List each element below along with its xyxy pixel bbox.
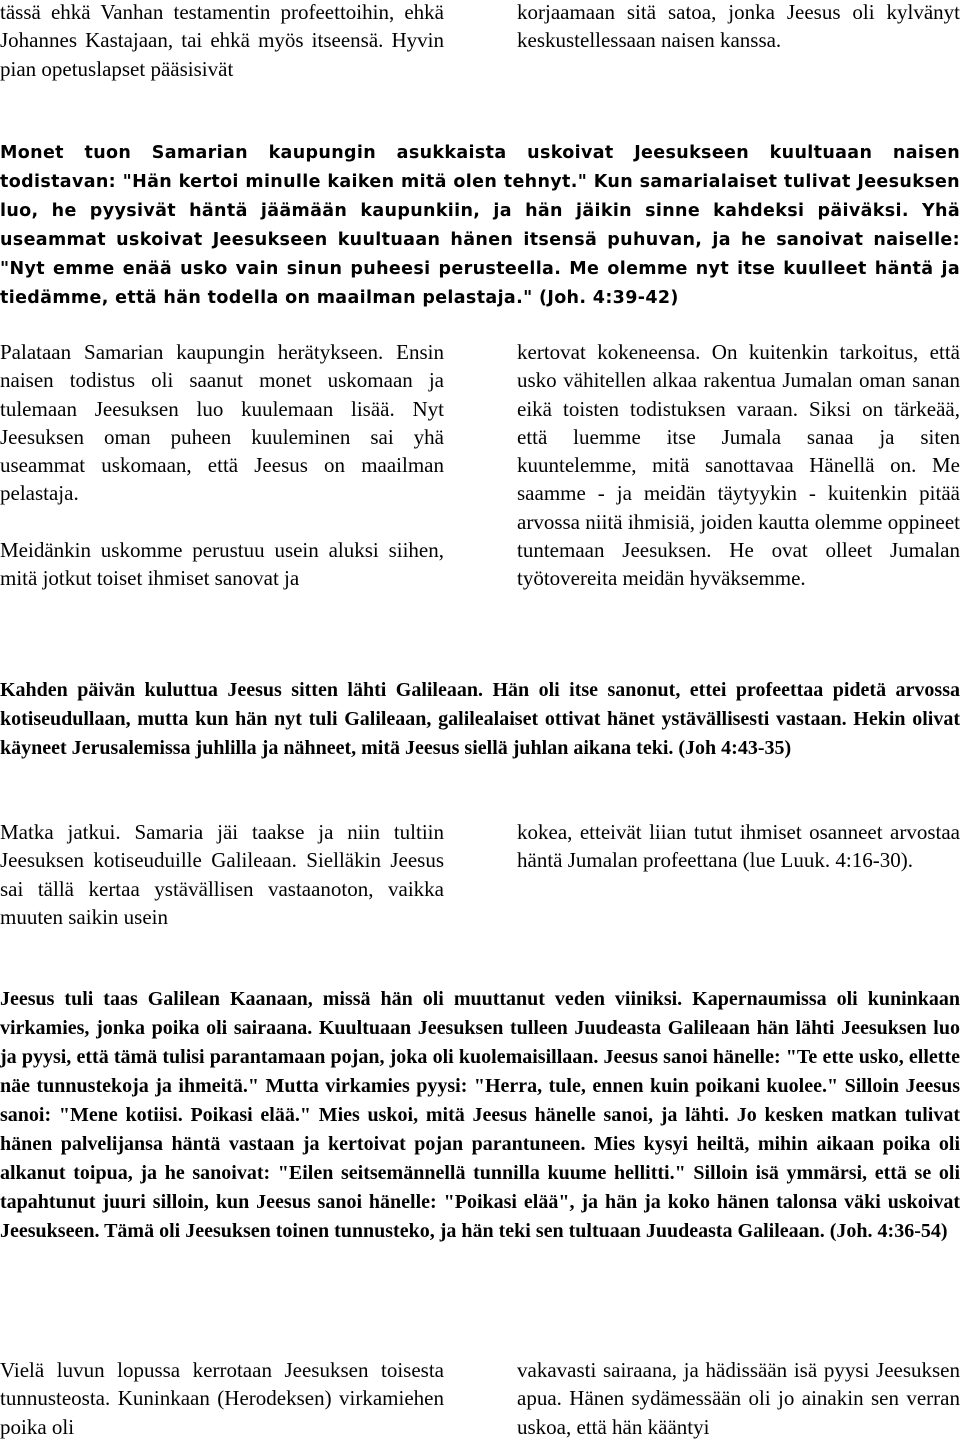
scripture-quote: Jeesus tuli taas Galilean Kaanaan, missä hän oli muuttanut veden viiniksi. Kapernaumissa oli kuninkaan virkamies, jonka poika oli sairaana. Kuultuaan Jeesuksen tulleen Juudeasta Galileaan hän lähti Jeesuksen luo ja pyysi, että tämä tulisi parantamaan pojan, joka oli kuolemaisillaan. Jeesus sanoi hänelle: "Te ette usko, ellette näe tunnustekoja ja ihmeitä." Mutta virkamies pyysi: "Herra, tule, ennen kuin poikani kuolee." Silloin Jeesus sanoi: "Mene kotiisi. Poikasi elää." Mies uskoi, mitä Jeesus hänelle sanoi, ja lähti. Jo kesken matkan tulivat hänen palvelijansa häntä vastaan ja kertoivat pojan parantuneen. Mies kysyi heiltä, mihin aikaan poika oli alkanut toipua, ja he sanoivat: "Eilen seitsemännellä tunnilla kuume hellitti." Silloin isä ymmärsi, että se oli tapahtunut juuri silloin, kun Jeesus sanoi hänelle: "Poikasi elää", ja hän ja koko hänen talonsa väki uskoivat Jeesukseen. Tämä oli Jeesuksen toinen tunnusteko, ja hän teki sen tultuaan Juudeasta Galileaan. (Joh. 4:36-54) (0, 988, 960, 1242)
body-paragraph: Matka jatkui. Samaria jäi taakse ja niin tultiin Jeesuksen kotiseuduille Galileaan. Sielläkin Jeesus sai tällä kertaa ystävällisen vastaanoton, vaikka muuten saikin usein (0, 820, 444, 929)
body-paragraph: Vielä luvun lopussa kerrotaan Jeesuksen toisesta tunnusteosta. Kuninkaan (Herodeksen) virkamiehen poika oli (0, 1358, 444, 1439)
right-column (517, 0, 960, 55)
body-paragraph: Palataan Samarian kaupungin herätykseen. Ensin naisen todistus oli saanut monet uskomaan ja tulemaan Jeesuksen luo kuulemaan lisää. Nyt Jeesuksen oman puheen kuuleminen sai yhä useammat uskomaan, että Jeesus on maailman pelastaja. (0, 340, 444, 506)
left-column (0, 818, 444, 931)
body-paragraph: vakavasti sairaana, ja hädissään isä pyysi Jeesuksen apua. Hänen sydämessään oli jo ainakin sen verran uskoa, että hän kääntyi (517, 1358, 960, 1439)
scripture-quote: Kahden päivän kuluttua Jeesus sitten lähti Galileaan. Hän oli itse sanonut, ettei profeettaa pidetä arvossa kotiseudullaan, mutta kun hän nyt tuli Galileaan, galilealaiset ottivat hänet ystävällisesti vastaan. Hekin olivat käyneet Jerusalemissa juhlilla ja nähneet, mitä Jeesus siellä juhlan aikana teki. (Joh 4:43-35) (0, 679, 960, 759)
body-paragraph: tässä ehkä Vanhan testamentin profeettoihin, ehkä Johannes Kastajaan, tai ehkä myös itseensä. Hyvin pian opetuslapset pääsisivät (0, 0, 444, 81)
body-paragraph: korjaamaan sitä satoa, jonka Jeesus oli kylvänyt keskustellessaan naisen kanssa. (517, 0, 960, 53)
right-column (517, 818, 960, 875)
scripture-quote: Monet tuon Samarian kaupungin asukkaista uskoivat Jeesukseen kuultuaan naisen todistavan: "Hän kertoi minulle kaiken mitä olen tehnyt." Kun samarialaiset tulivat Jeesuksen luo, he pyysivät häntä jäämään kaupunkiin, ja hän jäikin sinne kahdeksi päiväksi. Yhä useammat uskoivat Jeesukseen kuultuaan hänen itsensä puhuvan, ja he sanoivat naiselle: "Nyt emme enää usko vain sinun puheesi perusteella. Me olemme nyt itse kuulleet häntä ja tiedämme, että hän todella on maailman pelastaja." (Joh. 4:39-42) (0, 143, 960, 308)
right-column (517, 338, 960, 593)
right-column (517, 1356, 960, 1441)
left-column (0, 0, 444, 83)
body-paragraph: kokea, etteivät liian tutut ihmiset osanneet arvostaa häntä Jumalan profeettana (lue Luuk. 4:16-30). (517, 820, 960, 873)
body-paragraph: Meidänkin uskomme perustuu usein aluksi siihen, mitä jotkut toiset ihmiset sanovat ja (0, 537, 444, 591)
body-paragraph: kertovat kokeneensa. On kuitenkin tarkoitus, että usko vähitellen alkaa rakentua Jumalan oman sanan eikä toisten todistuksen varaan. Siksi on tärkeää, että luemme itse Jumala sanaa ja siten kuuntelemme, mitä sanottavaa Hänellä on. Me saamme - ja meidän täytyykin - kuitenkin pitää arvossa niitä ihmisiä, joiden kautta olemme oppineet tuntemaan Jeesuksen. He ovat olleet Jumalan työtovereita meidän hyväksemme. (517, 340, 960, 591)
left-column (0, 1356, 444, 1441)
left-column (0, 338, 444, 592)
